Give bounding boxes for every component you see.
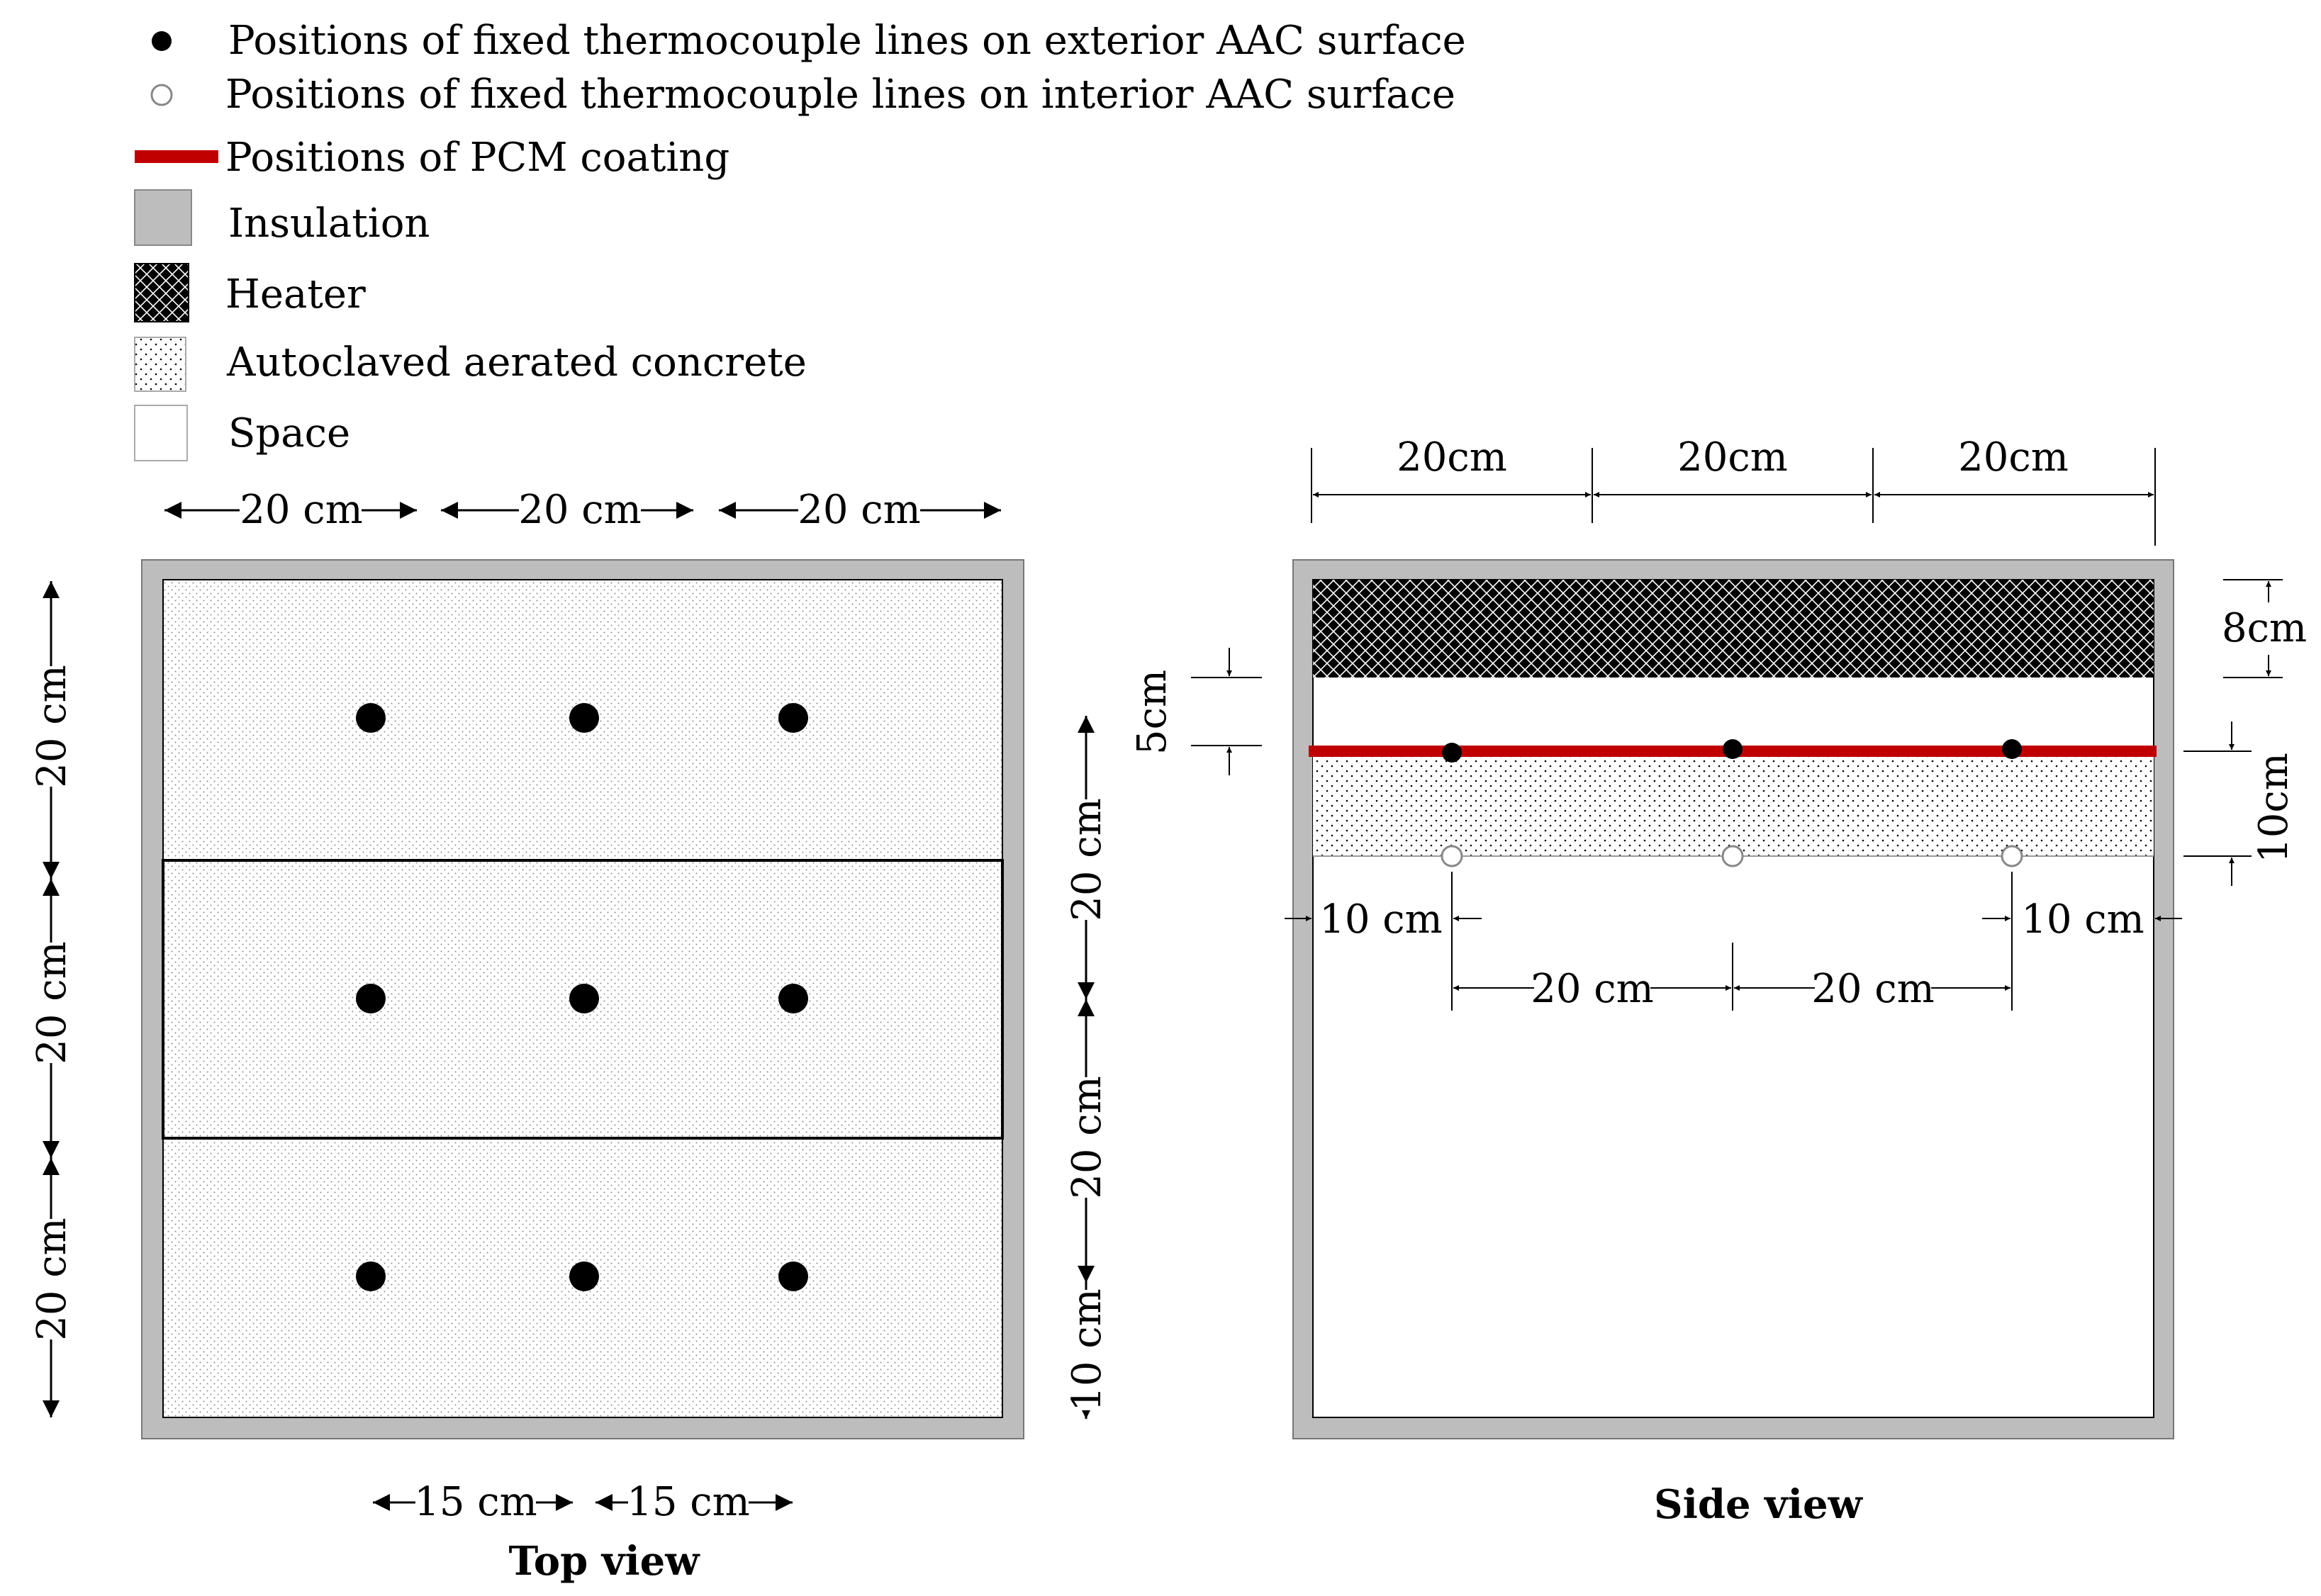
thermocouple-dot <box>569 1261 599 1291</box>
side-view-right-offset: 10 cm <box>2021 897 2144 943</box>
top-view-right-dim-3: 10 cm <box>1064 1288 1110 1412</box>
side-view-aac-dimension <box>2183 721 2297 886</box>
side-view-heater <box>1313 580 2154 678</box>
thermocouple-dot <box>778 984 808 1013</box>
top-view-bottom-dim-2: 15 cm <box>627 1479 750 1525</box>
pcm-coating-icon <box>135 150 218 163</box>
side-view-gap-dimension <box>1129 648 1262 775</box>
thermocouple-dot <box>356 703 386 733</box>
heater-swatch-icon <box>135 264 189 322</box>
insulation-swatch-icon <box>135 190 191 245</box>
top-view-left-dimensions <box>28 581 75 1417</box>
top-view-left-dim-3: 20 cm <box>29 1218 75 1341</box>
thermocouple-dot <box>778 703 808 733</box>
aac-swatch-icon <box>135 337 186 391</box>
interior-thermocouple-dot <box>2002 846 2022 866</box>
legend-heater-label: Heater <box>225 271 366 317</box>
exterior-thermocouple-dot <box>1442 743 1462 763</box>
top-view-bottom-dim-1: 15 cm <box>414 1479 537 1525</box>
exterior-thermocouple-dot <box>2002 739 2022 759</box>
top-view-right-dim-2: 20 cm <box>1064 1076 1110 1199</box>
legend-pcm-label: Positions of PCM coating <box>225 135 730 181</box>
side-view-top-dim-3: 20cm <box>1958 434 2069 481</box>
side-view-left-offset: 10 cm <box>1319 897 1443 943</box>
legend-aac-label: Autoclaved aerated concrete <box>227 339 807 386</box>
interior-thermocouple-dot <box>1442 846 1462 866</box>
thermocouple-dot <box>356 984 386 1013</box>
top-view-bottom-dimensions <box>373 1478 793 1525</box>
top-view-right-dim-1: 20 cm <box>1064 798 1110 921</box>
thermocouple-dot <box>569 703 599 733</box>
top-view-top-dim-2: 20 cm <box>518 487 642 533</box>
side-view-top-dimensions <box>1311 434 2155 546</box>
side-view-aac-layer <box>1313 751 2154 856</box>
thermocouple-dot <box>778 1261 808 1291</box>
thermocouple-dot <box>569 984 599 1013</box>
thermocouple-dot <box>356 1261 386 1291</box>
top-view-title: Top view <box>508 1538 700 1585</box>
legend <box>135 18 1466 461</box>
side-view-top-dim-2: 20cm <box>1677 434 1788 481</box>
top-view-top-dim-3: 20 cm <box>798 487 921 533</box>
top-view-left-dim-2: 20 cm <box>29 941 75 1064</box>
top-view <box>28 486 1110 1585</box>
legend-space-label: Space <box>228 410 351 456</box>
side-view-heater-dimension <box>2222 580 2307 678</box>
side-view-title: Side view <box>1654 1481 1862 1528</box>
side-view-spacing-dim-2: 20 cm <box>1811 966 1935 1012</box>
legend-exterior-label: Positions of fixed thermocouple lines on exterior AAC surface <box>228 18 1466 64</box>
top-view-top-dimensions <box>164 486 1001 533</box>
interior-dot-icon <box>152 85 172 105</box>
exterior-dot-icon <box>152 31 172 51</box>
top-view-left-dim-1: 20 cm <box>29 665 75 788</box>
side-view-spacing-dim-1: 20 cm <box>1531 966 1654 1012</box>
interior-thermocouple-dot <box>1723 846 1743 866</box>
side-view-aac-dim: 10cm <box>2251 753 2297 863</box>
side-view-heater-dim: 8cm <box>2221 605 2308 651</box>
legend-interior-label: Positions of fixed thermocouple lines on interior AAC surface <box>225 72 1456 118</box>
side-view-gap-dim: 5cm <box>1129 669 1175 755</box>
space-swatch-icon <box>135 405 187 461</box>
side-view-top-dim-1: 20cm <box>1397 434 1507 481</box>
legend-insulation-label: Insulation <box>228 201 430 247</box>
side-view <box>1129 434 2307 1528</box>
top-view-top-dim-1: 20 cm <box>240 487 363 533</box>
exterior-thermocouple-dot <box>1723 739 1743 759</box>
top-view-right-dimensions <box>1063 716 1110 1419</box>
